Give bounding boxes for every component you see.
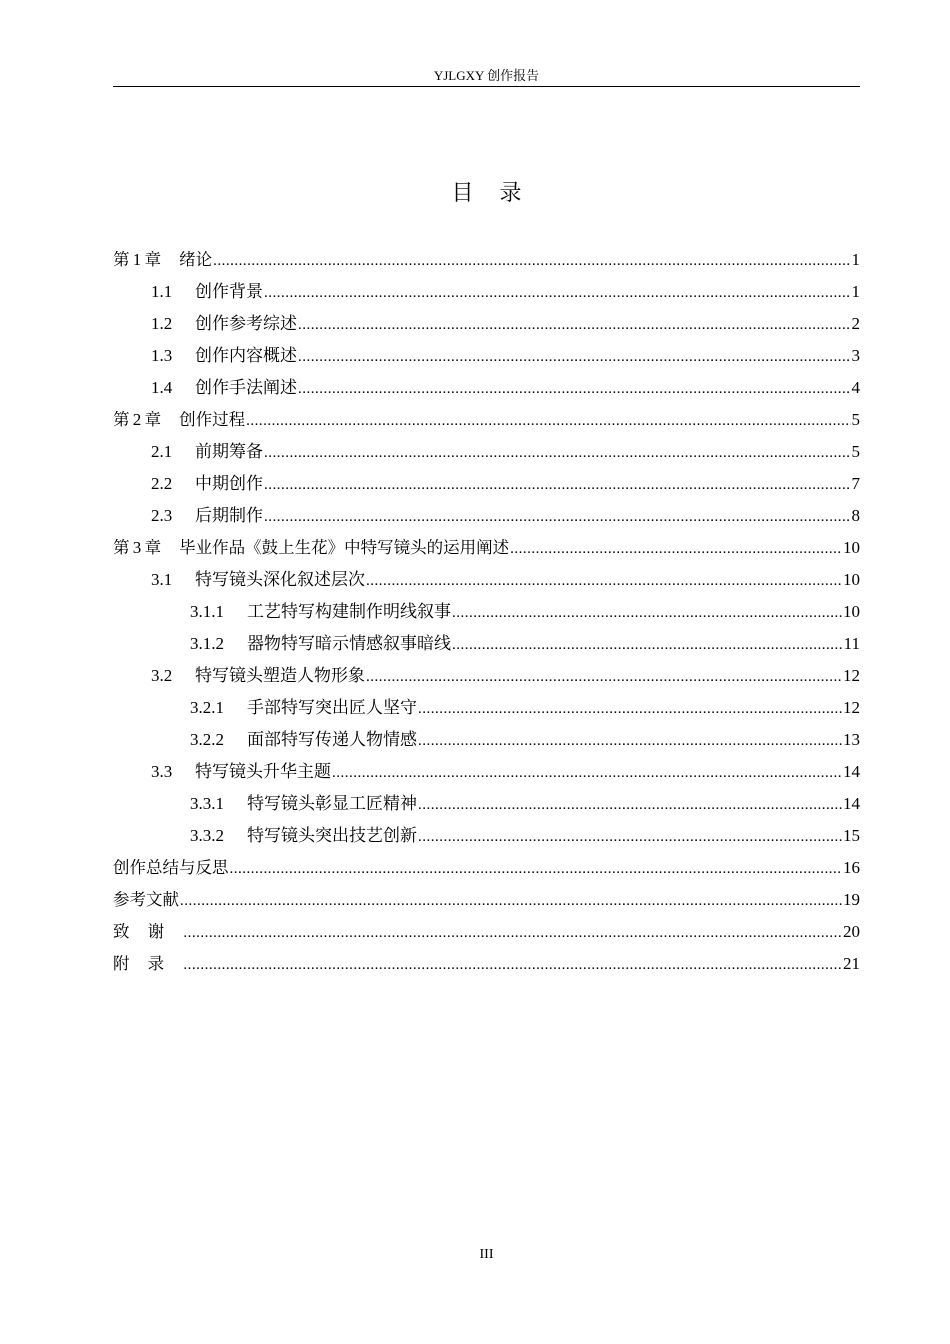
toc-entry[interactable]	[113, 372, 860, 404]
header-rule	[113, 86, 860, 87]
toc-entry[interactable]	[113, 916, 860, 948]
dot-leader	[452, 597, 842, 629]
toc-entry-page: 12	[843, 666, 860, 685]
dot-leader	[418, 821, 842, 853]
toc-entry-page: 14	[843, 794, 860, 813]
toc-entry[interactable]	[113, 820, 860, 852]
dot-leader	[366, 565, 842, 597]
toc-entry-number: 2.3	[151, 506, 173, 525]
toc-entry-number: 2.2	[151, 474, 173, 493]
chapter-suffix: 章	[144, 250, 162, 269]
dot-leader	[298, 309, 851, 341]
toc-entry-title: 创作内容概述	[195, 346, 297, 365]
toc-entry-title: 特写镜头突出技艺创新	[247, 826, 417, 845]
dot-leader	[246, 405, 850, 437]
toc-entry[interactable]	[113, 404, 860, 436]
toc-entry-title: 特写镜头塑造人物形象	[195, 666, 365, 685]
toc-entry-page: 5	[851, 442, 860, 461]
toc-entry-number	[113, 404, 161, 436]
chapter-prefix: 第	[113, 410, 130, 429]
toc-entry-title: 特写镜头升华主题	[195, 762, 331, 781]
dot-leader	[298, 373, 851, 405]
toc-entry-number: 3.3.1	[190, 794, 224, 813]
toc-entry-page: 19	[843, 890, 860, 909]
toc-entry[interactable]	[113, 692, 860, 724]
dot-leader	[366, 661, 842, 693]
chapter-number: 1	[132, 250, 142, 269]
toc-entry-number: 3.1	[151, 570, 173, 589]
chapter-suffix: 章	[144, 410, 162, 429]
toc-entry[interactable]	[113, 948, 860, 980]
dot-leader	[180, 885, 842, 917]
toc-entry-title: 毕业作品《鼓上生花》中特写镜头的运用阐述	[179, 538, 510, 557]
toc-entry-title: 致谢	[113, 922, 183, 941]
dot-leader	[298, 341, 851, 373]
dot-leader	[264, 437, 851, 469]
toc-entry[interactable]	[113, 564, 860, 596]
toc-title-part2: 录	[499, 181, 522, 206]
toc-entry-number: 2.1	[151, 442, 173, 461]
dot-leader	[264, 469, 851, 501]
toc-entry[interactable]	[113, 340, 860, 372]
toc-entry-number: 3.2.2	[190, 730, 224, 749]
toc-entry-page: 8	[851, 506, 860, 525]
toc-entry-page: 4	[851, 378, 860, 397]
toc-entry-title: 创作过程	[179, 410, 246, 429]
toc-entry-number: 1.2	[151, 314, 173, 333]
dot-leader	[510, 533, 842, 565]
toc-entry[interactable]	[113, 756, 860, 788]
toc-entry-page: 16	[843, 858, 860, 877]
toc-entry-number: 1.3	[151, 346, 173, 365]
dot-leader	[418, 725, 842, 757]
toc-entry-number: 3.1.1	[190, 602, 224, 621]
toc-entry[interactable]	[113, 500, 860, 532]
dot-leader	[230, 853, 843, 885]
chapter-prefix: 第	[113, 250, 130, 269]
toc-entry-page: 10	[843, 602, 860, 621]
running-header: YJLGXY 创作报告	[433, 68, 540, 83]
toc-entry-title: 面部特写传递人物情感	[247, 730, 417, 749]
toc-entry[interactable]	[113, 532, 860, 564]
toc-entry[interactable]	[113, 468, 860, 500]
toc-title-part1: 目	[451, 181, 474, 206]
chapter-number: 2	[132, 410, 142, 429]
toc-entry-number: 1.4	[151, 378, 173, 397]
toc-entry-number: 3.3	[151, 762, 173, 781]
toc-entry-title: 后期制作	[195, 506, 263, 525]
toc-entry-title: 创作背景	[195, 282, 263, 301]
dot-leader	[452, 629, 843, 661]
toc-entry-page: 10	[843, 570, 860, 589]
page-number: III	[479, 1247, 494, 1262]
toc-entry-page: 10	[843, 538, 860, 557]
toc-entry[interactable]	[113, 852, 860, 884]
toc-entry-number	[113, 244, 161, 276]
toc-entry-title: 特写镜头深化叙述层次	[195, 570, 365, 589]
toc-entry[interactable]	[113, 308, 860, 340]
toc-entry-number: 3.2	[151, 666, 173, 685]
toc-entry-number: 3.2.1	[190, 698, 224, 717]
dot-leader	[264, 501, 851, 533]
table-of-contents	[113, 244, 860, 980]
toc-entry-page: 3	[851, 346, 860, 365]
toc-entry-page: 15	[843, 826, 860, 845]
toc-entry-page: 5	[851, 410, 860, 429]
toc-entry[interactable]	[113, 628, 860, 660]
chapter-prefix: 第	[113, 538, 130, 557]
toc-entry-title: 附录	[113, 954, 183, 973]
toc-entry-page: 12	[843, 698, 860, 717]
toc-entry-title: 创作参考综述	[195, 314, 297, 333]
toc-entry-page: 13	[843, 730, 860, 749]
toc-entry-number	[113, 532, 161, 564]
toc-entry-number: 3.1.2	[190, 634, 224, 653]
toc-entry-number: 1.1	[151, 282, 173, 301]
chapter-number: 3	[132, 538, 142, 557]
toc-entry-title: 创作总结与反思	[113, 858, 229, 877]
toc-entry-title: 参考文献	[113, 890, 179, 909]
toc-entry[interactable]	[113, 276, 860, 308]
toc-entry[interactable]	[113, 724, 860, 756]
toc-entry-title: 创作手法阐述	[195, 378, 297, 397]
dot-leader	[418, 789, 842, 821]
dot-leader	[332, 757, 842, 789]
toc-entry[interactable]	[113, 884, 860, 916]
toc-entry-number: 3.3.2	[190, 826, 224, 845]
toc-entry-title: 特写镜头彰显工匠精神	[247, 794, 417, 813]
toc-entry[interactable]	[113, 788, 860, 820]
toc-entry-title: 器物特写暗示情感叙事暗线	[247, 634, 451, 653]
toc-title	[113, 178, 860, 210]
dot-leader	[264, 277, 851, 309]
toc-entry-page: 20	[843, 922, 860, 941]
dot-leader	[418, 693, 842, 725]
dot-leader	[183, 949, 842, 981]
toc-entry-page: 21	[843, 954, 860, 973]
toc-entry-title: 绪论	[179, 250, 213, 269]
toc-entry-title: 工艺特写构建制作明线叙事	[247, 602, 451, 621]
toc-entry-page: 11	[843, 634, 860, 653]
toc-entry[interactable]	[113, 244, 860, 276]
toc-entry[interactable]	[113, 596, 860, 628]
dot-leader	[213, 245, 850, 277]
toc-entry[interactable]	[113, 436, 860, 468]
chapter-suffix: 章	[144, 538, 162, 557]
toc-entry-title: 手部特写突出匠人坚守	[247, 698, 417, 717]
toc-entry-page: 2	[851, 314, 860, 333]
toc-entry-title: 前期筹备	[195, 442, 263, 461]
toc-entry-title: 中期创作	[195, 474, 263, 493]
toc-entry-page: 1	[851, 250, 860, 269]
toc-entry-page: 1	[851, 282, 860, 301]
dot-leader	[183, 917, 842, 949]
toc-entry-page: 14	[843, 762, 860, 781]
toc-entry-page: 7	[851, 474, 860, 493]
toc-entry[interactable]	[113, 660, 860, 692]
